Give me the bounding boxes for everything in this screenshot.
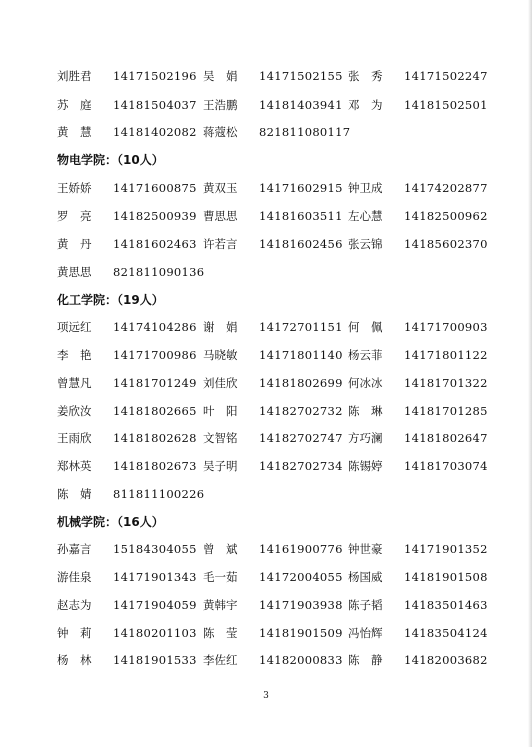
student-id: 14181701249 [113,376,197,390]
roster-row [0,650,532,670]
student-id: 14182702747 [259,431,343,445]
student-id: 14171901352 [404,542,488,556]
student-id: 14171700903 [404,320,488,334]
student-name: 曹思思 [203,209,238,223]
student-id: 14174202877 [404,181,488,195]
roster-row [0,262,532,282]
student-id: 14171502155 [259,69,343,83]
student-name: 何冰冰 [348,376,383,390]
student-id: 14171502196 [113,69,197,83]
roster-row [0,595,532,615]
student-name: 陈 静 [348,653,383,667]
section-heading: 机械学院：（16人） [57,515,164,529]
roster-row [0,345,532,365]
student-name: 谢 娟 [203,320,238,334]
student-id: 811811100226 [113,487,205,501]
student-id: 14181701285 [404,404,488,418]
student-name: 孙嘉言 [57,542,92,556]
student-name: 黄韩宇 [203,598,238,612]
student-id: 14171903938 [259,598,343,612]
student-name: 何 佩 [348,320,383,334]
student-id: 14172004055 [259,570,343,584]
roster-row [0,428,532,448]
student-name: 张云锦 [348,237,383,251]
page-number: 3 [263,691,269,701]
student-id: 14181802673 [113,459,197,473]
student-id: 14171602915 [259,181,343,195]
student-name: 苏 庭 [57,98,92,112]
student-id: 14181502501 [404,98,488,112]
student-name: 杨云菲 [348,348,383,362]
roster-row [0,401,532,421]
student-name: 刘佳欣 [203,376,238,390]
student-name: 文智铭 [203,431,238,445]
student-id: 14171600875 [113,181,197,195]
student-name: 王雨欣 [57,431,92,445]
student-id: 14181802647 [404,431,488,445]
student-name: 左心慧 [348,209,383,223]
student-name: 方巧澜 [348,431,383,445]
student-name: 蒋蔻松 [203,125,238,139]
roster-row [0,66,532,86]
student-id: 14171801122 [404,348,488,362]
student-id: 821811090136 [113,265,205,279]
student-name: 钟卫成 [348,181,383,195]
roster-row [0,484,532,504]
student-name: 黄思思 [57,265,92,279]
student-id: 14185602370 [404,237,488,251]
student-name: 邓 为 [348,98,383,112]
student-id: 14183501463 [404,598,488,612]
student-name: 项远红 [57,320,92,334]
student-name: 姜欣汝 [57,404,92,418]
roster-row [0,234,532,254]
roster-row [0,122,532,142]
student-id: 14171904059 [113,598,197,612]
student-name: 冯怡辉 [348,626,383,640]
student-name: 罗 亮 [57,209,92,223]
student-id: 14171901343 [113,570,197,584]
student-id: 14174104286 [113,320,197,334]
student-id: 14181403941 [259,98,343,112]
student-name: 曾慧凡 [57,376,92,390]
student-name: 毛一茹 [203,570,238,584]
student-name: 刘胜君 [57,69,92,83]
student-name: 钟世豪 [348,542,383,556]
student-id: 14181701322 [404,376,488,390]
student-id: 14181603511 [259,209,343,223]
student-name: 王浩鹏 [203,98,238,112]
student-id: 14181602456 [259,237,343,251]
roster-row [0,539,532,559]
roster-row [0,206,532,226]
student-name: 郑林英 [57,459,92,473]
student-id: 14181901509 [259,626,343,640]
student-name: 王娇娇 [57,181,92,195]
student-name: 李佐红 [203,653,238,667]
student-name: 黄双玉 [203,181,238,195]
student-name: 钟 莉 [57,626,92,640]
student-id: 14181802628 [113,431,197,445]
student-name: 黄 慧 [57,125,92,139]
student-id: 15184304055 [113,542,197,556]
student-id: 14182702732 [259,404,343,418]
student-id: 821811080117 [259,125,351,139]
student-name: 曾 斌 [203,542,238,556]
student-name: 许若言 [203,237,238,251]
student-id: 14183504124 [404,626,488,640]
student-id: 14182000833 [259,653,343,667]
student-id: 14180201103 [113,626,197,640]
student-name: 陈子韬 [348,598,383,612]
student-id: 14181703074 [404,459,488,473]
student-name: 杨国威 [348,570,383,584]
roster-row [0,178,532,198]
student-id: 14161900776 [259,542,343,556]
student-name: 黄 丹 [57,237,92,251]
student-id: 14181802665 [113,404,197,418]
student-id: 14171700986 [113,348,197,362]
section-heading: 物电学院：（10人） [57,153,164,167]
student-name: 吴 娟 [203,69,238,83]
student-name: 陈 琳 [348,404,383,418]
student-id: 14172701151 [259,320,343,334]
student-id: 14181901533 [113,653,197,667]
student-id: 14182003682 [404,653,488,667]
student-name: 张 秀 [348,69,383,83]
roster-row [0,567,532,587]
student-name: 叶 阳 [203,404,238,418]
roster-row [0,95,532,115]
student-name: 李 艳 [57,348,92,362]
section-heading: 化工学院：（19人） [57,293,164,307]
student-name: 吴子明 [203,459,238,473]
student-id: 14182702734 [259,459,343,473]
student-id: 14182500962 [404,209,488,223]
student-name: 杨 林 [57,653,92,667]
student-name: 赵志为 [57,598,92,612]
roster-row [0,456,532,476]
student-id: 14182500939 [113,209,197,223]
student-name: 游佳泉 [57,570,92,584]
student-id: 14181402082 [113,125,197,139]
student-id: 14171801140 [259,348,343,362]
student-name: 陈 莹 [203,626,238,640]
student-id: 14181602463 [113,237,197,251]
roster-row [0,317,532,337]
student-id: 14181504037 [113,98,197,112]
student-name: 陈 婧 [57,487,92,501]
roster-row [0,373,532,393]
student-id: 14171502247 [404,69,488,83]
student-name: 陈锡婷 [348,459,383,473]
student-id: 14181901508 [404,570,488,584]
student-id: 14181802699 [259,376,343,390]
student-name: 马晓敏 [203,348,238,362]
roster-row [0,623,532,643]
